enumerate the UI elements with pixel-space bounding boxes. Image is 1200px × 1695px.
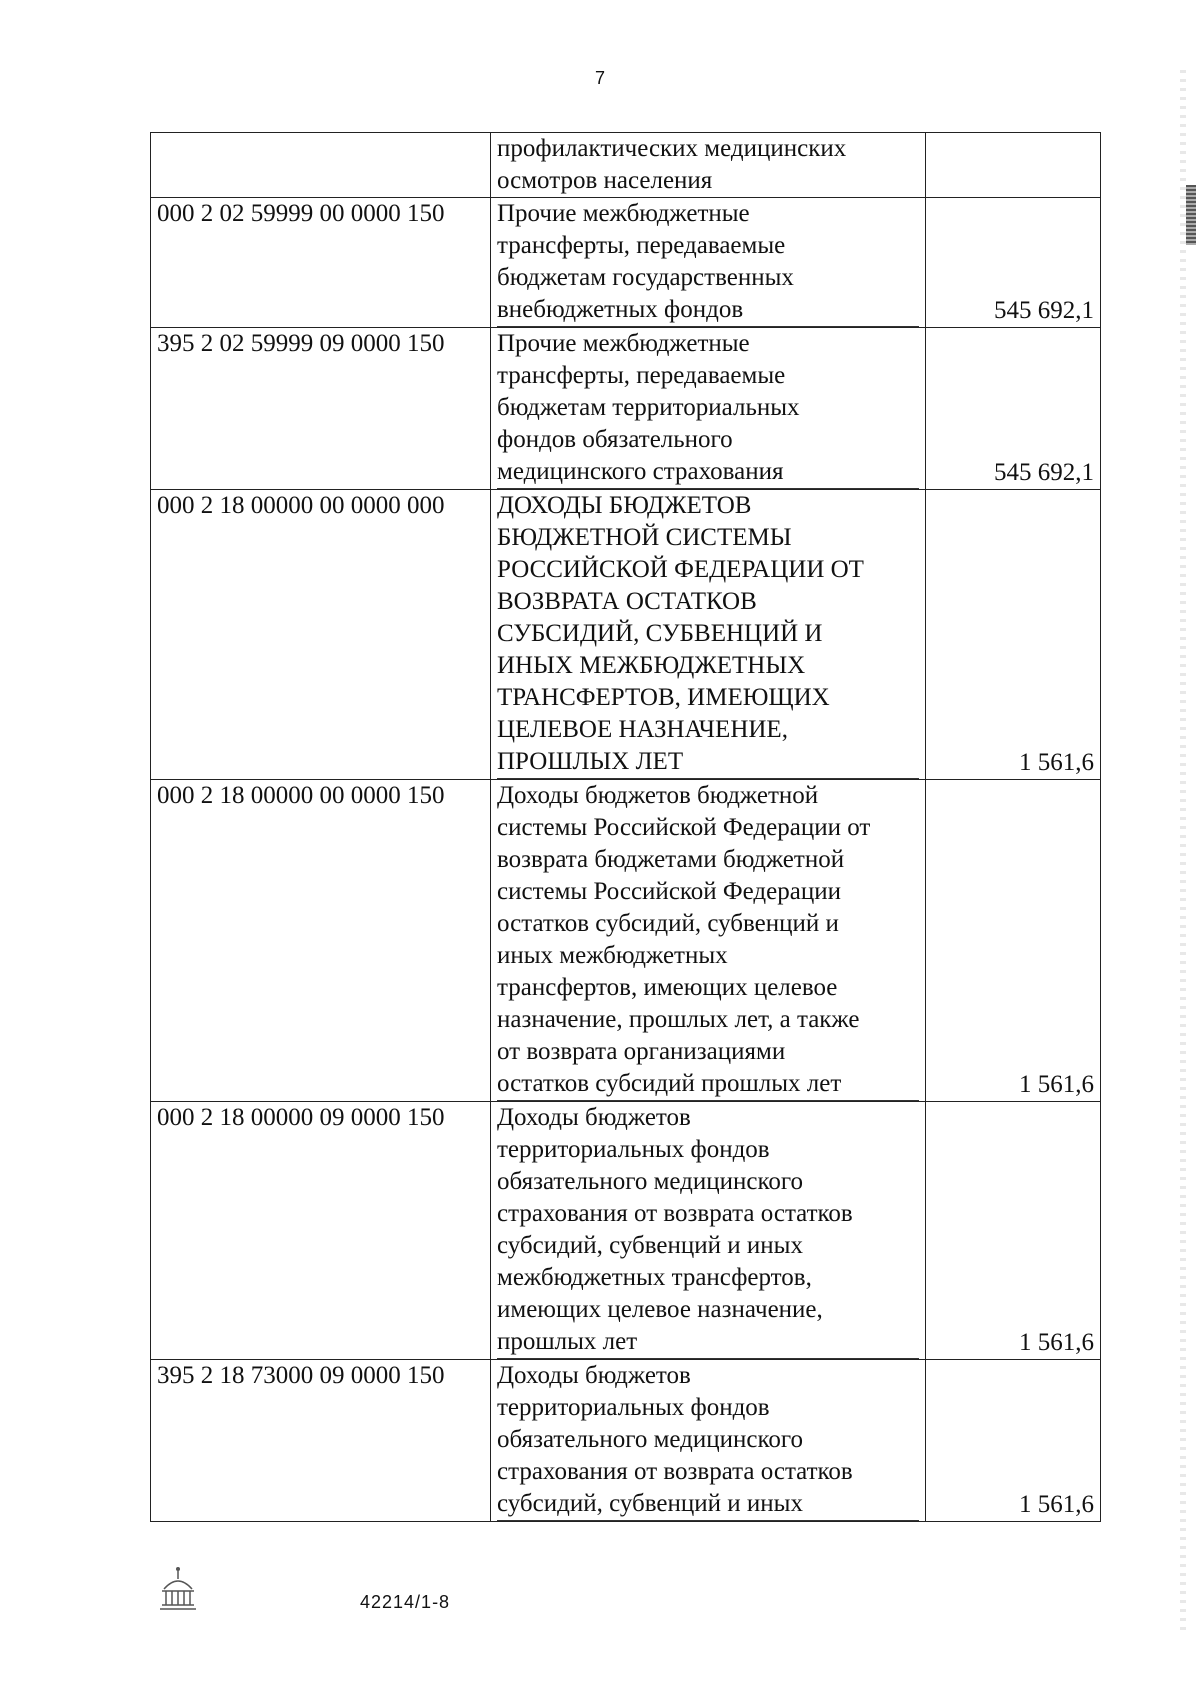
description-line: ЦЕЛЕВОЕ НАЗНАЧЕНИЕ, (497, 716, 788, 743)
table-row (151, 490, 1101, 780)
income-code-cell: 395 2 02 59999 09 0000 150 (151, 328, 491, 490)
description-line: бюджетам территориальных (497, 394, 800, 421)
amount-value: 1 561,6 (1019, 1071, 1094, 1098)
amount-cell (926, 328, 1101, 490)
description-line: страхования от возврата остатков (497, 1458, 853, 1485)
description-cell (491, 1102, 926, 1360)
income-code-cell: 000 2 18 00000 09 0000 150 (151, 1102, 491, 1360)
page-number: 7 (594, 68, 605, 88)
income-code-cell: 395 2 18 73000 09 0000 150 (151, 1360, 491, 1522)
scan-marker (1186, 185, 1196, 245)
description-cell (491, 133, 926, 198)
description-cell (491, 198, 926, 328)
description-line: медицинского страхования (497, 456, 919, 489)
table-row (151, 198, 1101, 328)
amount-cell (926, 1102, 1101, 1360)
description-line: возврата бюджетами бюджетной (497, 846, 845, 873)
description-line: СУБСИДИЙ, СУБВЕНЦИЙ И (497, 620, 823, 647)
description-line: трансферты, передаваемые (497, 362, 786, 389)
description-line: Доходы бюджетов (497, 1104, 691, 1131)
amount-cell (926, 198, 1101, 328)
description-line: Доходы бюджетов бюджетной (497, 782, 819, 809)
description-line: системы Российской Федерации от (497, 814, 871, 841)
description-line: БЮДЖЕТНОЙ СИСТЕМЫ (497, 524, 792, 551)
amount-value: 1 561,6 (1019, 1491, 1094, 1518)
description-line: бюджетам государственных (497, 264, 794, 291)
table-row (151, 133, 1101, 198)
description-line: субсидий, субвенций и иных (497, 1488, 919, 1521)
description-line: РОССИЙСКОЙ ФЕДЕРАЦИИ ОТ (497, 556, 864, 583)
table-row (151, 780, 1101, 1102)
description-line: остатков субсидий прошлых лет (497, 1068, 919, 1101)
description-line: остатков субсидий, субвенций и (497, 910, 839, 937)
description-cell (491, 490, 926, 780)
budget-table (150, 132, 1101, 1522)
description-line: системы Российской Федерации (497, 878, 841, 905)
description-line: ТРАНСФЕРТОВ, ИМЕЮЩИХ (497, 684, 830, 711)
scan-edge-artifact (1180, 70, 1186, 1630)
description-line: территориальных фондов (497, 1136, 770, 1163)
amount-value: 1 561,6 (1019, 1329, 1094, 1356)
building-emblem-icon (150, 1565, 206, 1613)
description-line: страхования от возврата остатков (497, 1200, 853, 1227)
description-cell (491, 780, 926, 1102)
table-row (151, 328, 1101, 490)
amount-cell (926, 780, 1101, 1102)
amount-cell (926, 1360, 1101, 1522)
description-line: ИНЫХ МЕЖБЮДЖЕТНЫХ (497, 652, 806, 679)
description-line: трансфертов, имеющих целевое (497, 974, 838, 1001)
description-line: обязательного медицинского (497, 1168, 804, 1195)
amount-cell (926, 490, 1101, 780)
description-line: ВОЗВРАТА ОСТАТКОВ (497, 588, 757, 615)
description-line: обязательного медицинского (497, 1426, 804, 1453)
description-line: от возврата организациями (497, 1038, 786, 1065)
table-row (151, 1102, 1101, 1360)
description-line: субсидий, субвенций и иных (497, 1232, 803, 1259)
document-number: 42214/1-8 (360, 1592, 451, 1612)
description-line: ПРОШЛЫХ ЛЕТ (497, 746, 919, 779)
description-line: Прочие межбюджетные (497, 330, 750, 357)
income-code-cell: 000 2 18 00000 00 0000 150 (151, 780, 491, 1102)
description-line: межбюджетных трансфертов, (497, 1264, 812, 1291)
description-line: Доходы бюджетов (497, 1362, 691, 1389)
income-code-cell: 000 2 18 00000 00 0000 000 (151, 490, 491, 780)
description-line: территориальных фондов (497, 1394, 770, 1421)
income-code-cell: 000 2 02 59999 00 0000 150 (151, 198, 491, 328)
description-cell (491, 328, 926, 490)
description-line: внебюджетных фондов (497, 294, 919, 327)
description-line: Прочие межбюджетные (497, 200, 750, 227)
description-line: трансферты, передаваемые (497, 232, 786, 259)
description-line: ДОХОДЫ БЮДЖЕТОВ (497, 492, 752, 519)
description-cell (491, 1360, 926, 1522)
description-line: прошлых лет (497, 1326, 919, 1359)
income-code-cell (151, 133, 491, 198)
amount-cell (926, 133, 1101, 198)
amount-value: 1 561,6 (1019, 749, 1094, 776)
amount-value: 545 692,1 (994, 459, 1094, 486)
amount-value: 545 692,1 (994, 297, 1094, 324)
description-line: фондов обязательного (497, 426, 733, 453)
description-line: осмотров населения (497, 167, 713, 194)
description-line: имеющих целевое назначение, (497, 1296, 823, 1323)
table-row (151, 1360, 1101, 1522)
description-line: профилактических медицинских (497, 135, 847, 162)
description-line: иных межбюджетных (497, 942, 728, 969)
description-line: назначение, прошлых лет, а также (497, 1006, 860, 1033)
